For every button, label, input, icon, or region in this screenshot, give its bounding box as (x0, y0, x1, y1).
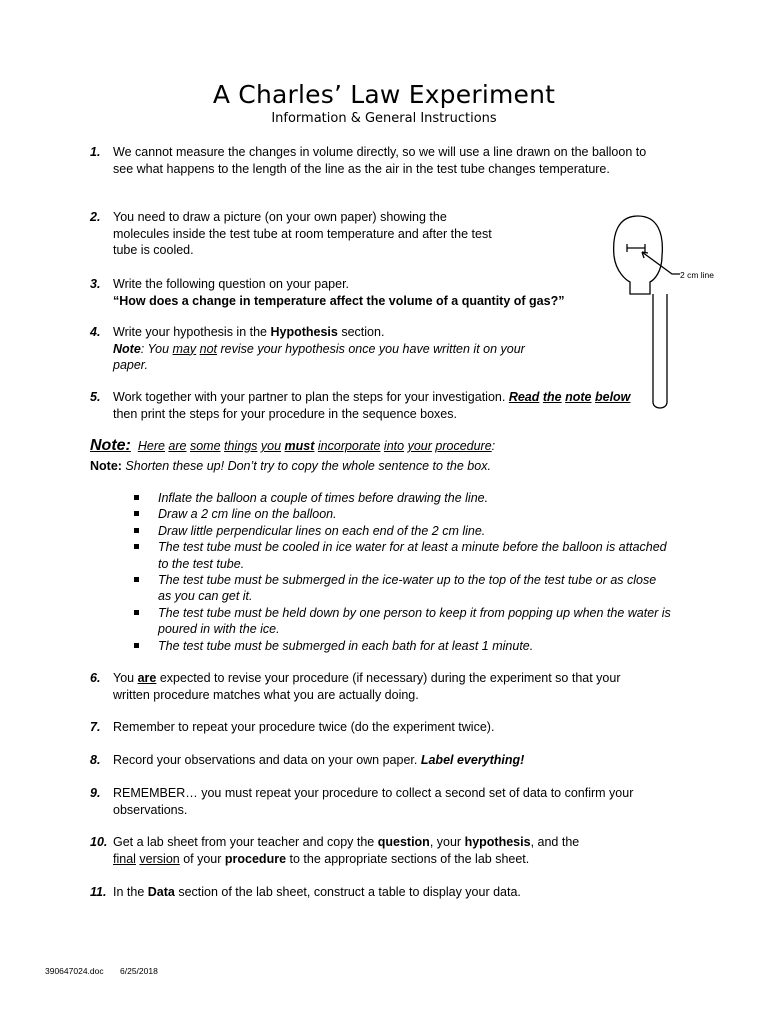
are-word: are (137, 671, 157, 685)
note-word: some (189, 439, 221, 453)
data-term: Data (147, 885, 175, 899)
version-word: version (139, 851, 180, 866)
label-everything: Label everything! (420, 753, 525, 767)
item-text: to the appropriate sections of the lab sheet. (286, 851, 530, 866)
item-text-line: molecules inside the test tube at room temperature and after the test (113, 226, 492, 241)
list-item (132, 638, 672, 654)
procedure-note-heading (90, 437, 495, 455)
procedure-term: procedure (224, 851, 287, 866)
note-colon: : (491, 439, 496, 453)
note-word: into (383, 439, 405, 453)
item-text: In the (113, 885, 148, 899)
bullet-text: Inflate the balloon a couple of times before drawing the line. (158, 491, 489, 505)
note-label: Note: (90, 437, 131, 454)
list-item (132, 605, 672, 638)
instruction-item-5 (90, 389, 650, 422)
note-text: : You (140, 341, 173, 356)
bullet-icon (134, 610, 139, 615)
instruction-item-11 (90, 884, 650, 901)
list-item (132, 506, 672, 522)
list-item (132, 539, 672, 572)
bullet-icon (134, 544, 139, 549)
item-text: section of the lab sheet, construct a table to display your data. (174, 885, 521, 899)
two-cm-line-label: 2 cm line (680, 270, 715, 280)
item-text: REMEMBER… you must repeat your procedure to collect a second set of data to confirm your observations. (113, 786, 634, 817)
bullet-text: Draw a 2 cm line on the balloon. (158, 507, 337, 522)
item-text: Get a lab sheet from your teacher and copy the (113, 835, 378, 849)
procedure-bullet-list (132, 490, 672, 654)
hypothesis-note (113, 341, 590, 358)
bullet-text: The test tube must be held down by one person to keep it from popping up when the water is poured in with the ice. (158, 605, 671, 637)
balloon-icon (614, 216, 663, 294)
instruction-item-4 (90, 324, 590, 374)
note-label: Note: (90, 459, 122, 473)
note-word: procedure (435, 439, 492, 453)
question-term: question (377, 835, 430, 849)
instruction-item-3 (90, 276, 650, 309)
item-text: You (113, 671, 138, 685)
item-text: of your (179, 851, 225, 866)
list-item (132, 572, 672, 605)
page-subtitle: Information & General Instructions (271, 111, 497, 126)
instruction-item-2 (90, 209, 570, 259)
page-title: A Charles’ Law Experiment (212, 80, 556, 109)
bullet-icon (134, 577, 139, 582)
item-number: 8. (90, 753, 101, 767)
item-text: Work together with your partner to plan the steps for your investigation. (113, 390, 509, 404)
not-word: not (199, 341, 218, 356)
item-text: We cannot measure the changes in volume directly, so we will use a line drawn on the balloon to see what happens to the length of the line as the air in the test tube changes temperature. (113, 145, 647, 176)
experiment-question: “How does a change in temperature affect the volume of a quantity of gas?” (113, 293, 565, 308)
page-footer (45, 966, 172, 976)
read-word: Read (508, 390, 540, 404)
bullet-text: Draw little perpendicular lines on each end of the 2 cm line. (158, 523, 486, 538)
item-text: expected to revise your procedure (if necessary) during the experiment so that your written procedure matches what you are actually doing. (113, 671, 621, 702)
item-text-line: You need to draw a picture (on your own paper) showing the (113, 210, 447, 224)
may-word: may (172, 341, 197, 356)
item-text: Remember to repeat your procedure twice (do the experiment twice). (113, 720, 495, 734)
instruction-item-1 (90, 144, 650, 177)
instruction-item-9 (90, 785, 650, 818)
balloon-test-tube-diagram (600, 210, 680, 420)
instruction-item-6 (90, 670, 650, 703)
footer-filename: 390647024.doc (45, 966, 104, 976)
item-number: 3. (90, 277, 101, 291)
note-text: revise your hypothesis once you have written it on your (217, 341, 525, 356)
bullet-text: The test tube must be submerged in each bath for at least 1 minute. (158, 638, 534, 653)
instruction-item-10 (90, 834, 650, 867)
item-number: 2. (90, 210, 101, 224)
note-word: Here (137, 439, 165, 453)
item-text: section. (337, 325, 385, 339)
item-text-line: tube is cooled. (113, 243, 194, 257)
item-number: 6. (90, 671, 101, 685)
bullet-icon (134, 528, 139, 533)
note-word: are (168, 439, 187, 453)
note-word: your (407, 439, 432, 453)
list-item (132, 523, 672, 539)
instruction-item-7 (90, 719, 650, 736)
note-text: Shorten these up! Don’t try to copy the whole sentence to the box. (121, 459, 491, 473)
item-number: 10. (90, 835, 108, 849)
item-number: 5. (90, 390, 101, 404)
item-number: 1. (90, 145, 101, 159)
below-word: below (594, 390, 631, 404)
final-word: final (113, 851, 136, 866)
item-number: 7. (90, 720, 101, 734)
item-text: Write your hypothesis in the (113, 325, 271, 339)
note-word: you (260, 439, 282, 453)
item-number: 11. (90, 885, 107, 899)
shorten-note (90, 459, 491, 473)
hypothesis-term: hypothesis (464, 835, 531, 849)
bullet-text: The test tube must be submerged in the ice-water up to the top of the test tube or as close as you can get it. (158, 573, 657, 604)
bullet-icon (134, 495, 139, 500)
note-word: things (224, 439, 258, 453)
item-text: Record your observations and data on your own paper. (113, 753, 421, 767)
hypothesis-term: Hypothesis (270, 325, 338, 339)
note-word: incorporate (317, 439, 381, 453)
item-number: 4. (90, 325, 101, 339)
must-word: must (284, 439, 315, 453)
bullet-text: The test tube must be cooled in ice water for at least a minute before the balloon is attached to the test tube. (158, 540, 667, 571)
note-word: note (565, 390, 592, 404)
instruction-item-8 (90, 752, 650, 769)
item-text-line: Write the following question on your paper. (113, 277, 350, 291)
item-text: then print the steps for your procedure in the sequence boxes. (113, 406, 457, 421)
item-text: , and the (530, 835, 580, 849)
item-number: 9. (90, 786, 101, 800)
the-word: the (542, 390, 562, 404)
item-text: , your (429, 835, 465, 849)
bullet-icon (134, 511, 139, 516)
note-label: Note (113, 341, 141, 356)
list-item (132, 490, 672, 506)
bullet-icon (134, 643, 139, 648)
footer-date: 6/25/2018 (120, 966, 158, 976)
hypothesis-note-end: paper. (113, 358, 148, 372)
test-tube-icon (653, 294, 667, 408)
